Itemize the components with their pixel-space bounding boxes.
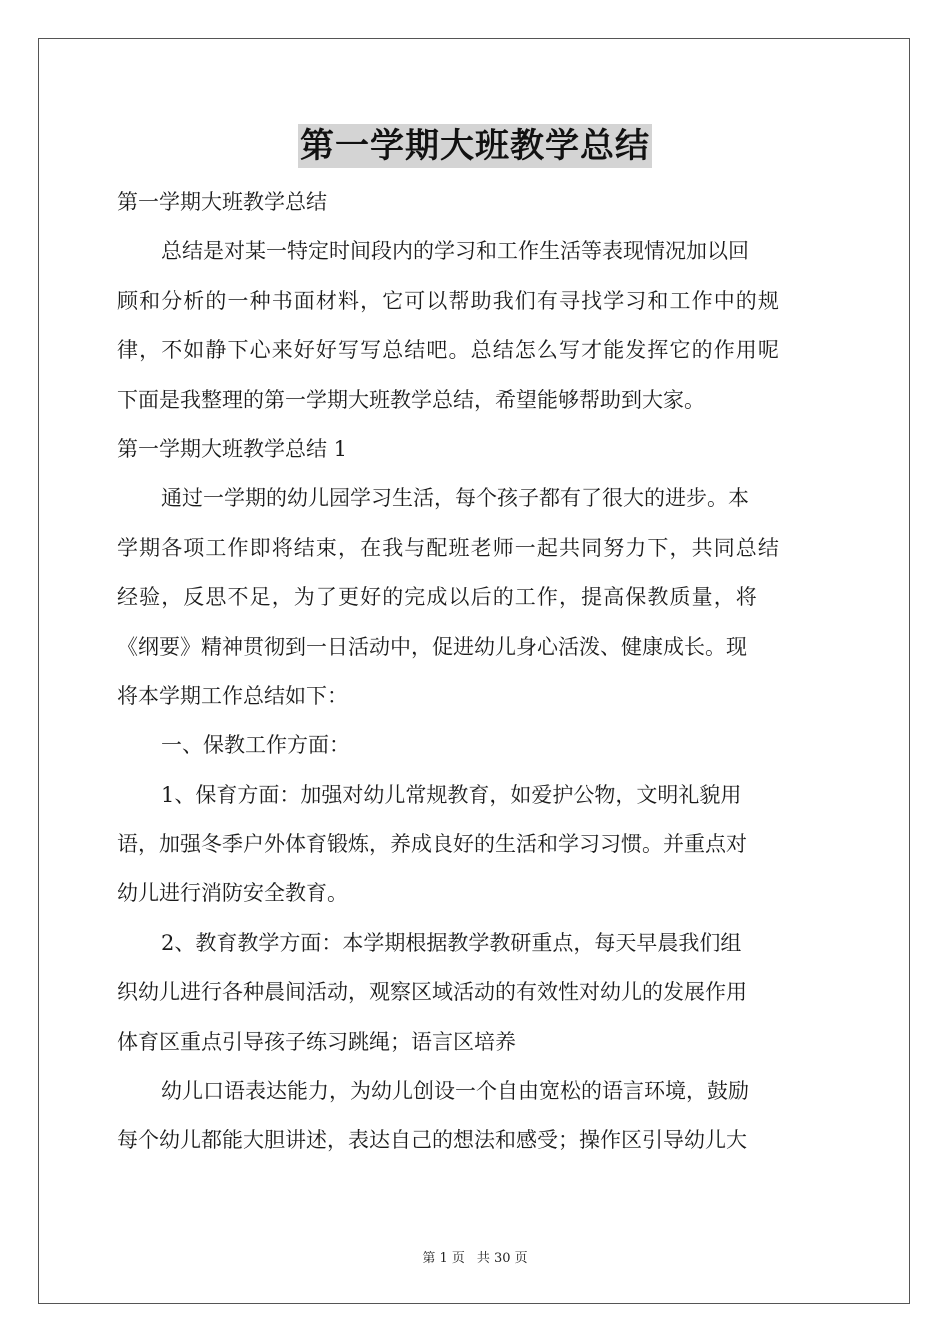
body-line: 1、保育方面：加强对幼儿常规教育，如爱护公物，文明礼貌用 bbox=[161, 782, 742, 807]
document-title: 第一学期大班教学总结 bbox=[300, 126, 650, 166]
page-number: 第 1 页 bbox=[422, 1251, 465, 1266]
body-line: 体育区重点引导孩子练习跳绳；语言区培养 bbox=[117, 1029, 516, 1054]
body-line: 《纲要》精神贯彻到一日活动中，促进幼儿身心活泼、健康成长。现 bbox=[117, 634, 747, 659]
body-line: 语，加强冬季户外体育锻炼，养成良好的生活和学习习惯。并重点对 bbox=[117, 832, 747, 857]
title-wrap bbox=[0, 124, 950, 168]
body-line: 织幼儿进行各种晨间活动，观察区域活动的有效性对幼儿的发展作用 bbox=[117, 980, 747, 1005]
body-line: 2、教育教学方面：本学期根据教学教研重点，每天早晨我们组 bbox=[161, 930, 742, 955]
body-line: 经验，反思不足，为了更好的完成以后的工作，提高保教质量，将 bbox=[117, 585, 758, 610]
body-line: 将本学期工作总结如下： bbox=[117, 683, 348, 708]
subsection-heading: 一、保教工作方面： bbox=[161, 733, 350, 758]
page-footer bbox=[0, 1247, 950, 1266]
body-line: 学期各项工作即将结束，在我与配班老师一起共同努力下，共同总结 bbox=[117, 535, 780, 560]
body-line: 通过一学期的幼儿园学习生活，每个孩子都有了很大的进步。本 bbox=[161, 486, 749, 511]
body-line: 顾和分析的一种书面材料，它可以帮助我们有寻找学习和工作中的规 bbox=[117, 288, 780, 313]
body-line: 幼儿口语表达能力，为幼儿创设一个自由宽松的语言环境，鼓励 bbox=[161, 1079, 749, 1104]
body-line: 律，不如静下心来好好写写总结吧。总结怎么写才能发挥它的作用呢 bbox=[117, 338, 780, 363]
section-heading: 第一学期大班教学总结 1 bbox=[117, 436, 348, 461]
body-line: 第一学期大班教学总结 bbox=[117, 190, 327, 214]
document-body bbox=[117, 178, 833, 1166]
body-line: 总结是对某一特定时间段内的学习和工作生活等表现情况加以回 bbox=[161, 239, 749, 264]
body-line: 幼儿进行消防安全教育。 bbox=[117, 881, 348, 906]
page-total: 共 30 页 bbox=[476, 1251, 528, 1266]
body-line: 每个幼儿都能大胆讲述，表达自己的想法和感受；操作区引导幼儿大 bbox=[117, 1128, 747, 1153]
body-line: 下面是我整理的第一学期大班教学总结，希望能够帮助到大家。 bbox=[117, 387, 705, 412]
